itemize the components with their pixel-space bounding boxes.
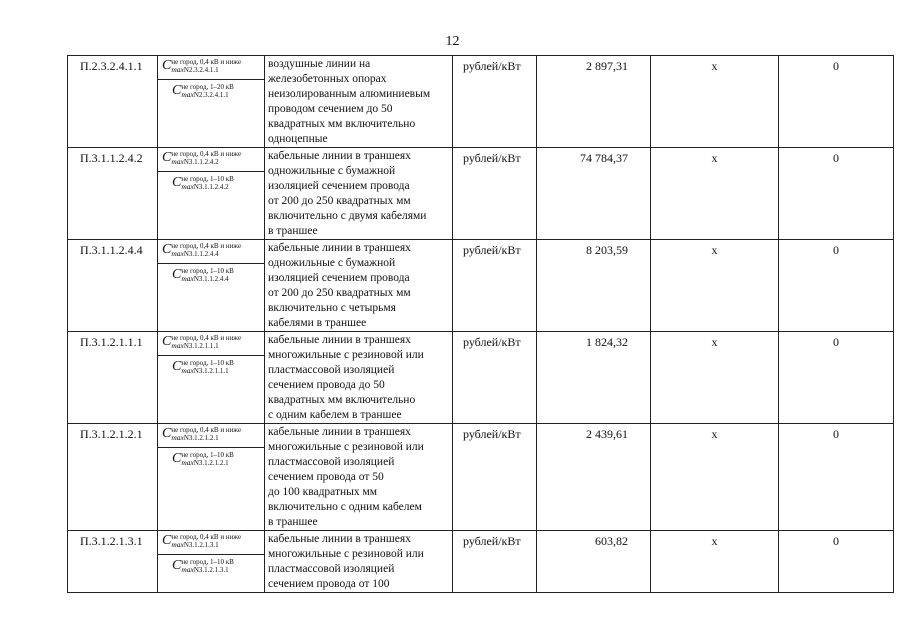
description-line: квадратных мм включительно [268,394,416,406]
row-code: П.3.1.2.1.3.1 [68,531,158,593]
symbol-superscript: не город, 1–10 кВ [181,358,234,367]
symbol-sub-num: N3.1.2.1.1.1 [193,367,229,376]
row-zero: 0 [779,424,894,531]
rate-letter: C [162,150,172,165]
rate-symbol-cell [158,531,265,593]
rate-symbol-low-voltage [158,148,264,171]
row-unit: рублей/кВт [453,240,537,332]
row-zero: 0 [779,531,894,593]
rate-letter: C [172,82,182,98]
description-line: включительно с одним кабелем [268,501,422,513]
rate-symbol-low-voltage [158,531,264,554]
row-unit: рублей/кВт [453,332,537,424]
description-line: кабельные линии в траншеях [268,426,411,438]
row-unit: рублей/кВт [453,148,537,240]
symbol-sub-var: max [171,249,184,259]
row-value: 2 439,61 [537,424,651,531]
symbol-sub-var: max [181,274,194,284]
symbol-sub-num: N3.1.1.2.4.2 [193,183,229,192]
row-description [265,531,453,593]
symbol-sub-num: N3.1.1.2.4.4 [183,250,219,259]
rate-letter: C [172,358,182,374]
row-zero: 0 [779,56,894,148]
description-line: многожильные с резиновой или [268,349,424,361]
description-line: многожильные с резиновой или [268,548,424,560]
row-zero: 0 [779,148,894,240]
symbol-sub-num: N3.1.2.1.3.1 [193,566,229,575]
row-code: П.3.1.2.1.2.1 [68,424,158,531]
rate-letter: C [172,557,182,573]
rate-symbol-cell [158,56,265,148]
rate-symbol-mid-voltage [158,355,264,380]
description-line: включительно с четырьмя [268,302,396,314]
rate-symbol-low-voltage [158,332,264,355]
symbol-sub-var: max [171,65,184,75]
symbol-superscript: не город, 1–10 кВ [181,557,234,566]
rate-symbol-low-voltage [158,424,264,447]
rate-symbol-cell [158,332,265,424]
symbol-sub-var: max [181,458,194,468]
description-line: до 100 квадратных мм [268,486,378,498]
rate-symbol-low-voltage [158,56,264,79]
rate-symbol-mid-voltage [158,554,264,579]
symbol-superscript: не город, 1–10 кВ [181,266,234,275]
row-unit: рублей/кВт [453,531,537,593]
description-line: от 200 до 250 квадратных мм [268,195,411,207]
row-zero: 0 [779,240,894,332]
table-row [68,424,894,531]
rate-symbol-cell [158,240,265,332]
description-line: с одним кабелем в траншее [268,409,402,421]
symbol-sub-num: N3.1.2.1.3.1 [183,541,219,550]
symbol-sub-var: max [171,540,184,550]
row-code: П.2.3.2.4.1.1 [68,56,158,148]
tariff-table [67,55,894,593]
row-x-mark: х [651,424,779,531]
row-description [265,240,453,332]
row-code: П.3.1.1.2.4.4 [68,240,158,332]
table-row [68,148,894,240]
symbol-superscript: не город, 0,4 кВ и ниже [171,334,242,342]
description-line: включительно с двумя кабелями [268,210,427,222]
description-line: пластмассовой изоляцией [268,456,395,468]
description-line: одноцепные [268,133,328,145]
rate-symbol-cell [158,148,265,240]
rate-letter: C [162,334,172,349]
description-line: неизолированным алюминиевым [268,88,431,100]
description-line: кабельные линии в траншеях [268,242,411,254]
symbol-superscript: не город, 0,4 кВ и ниже [171,58,242,66]
symbol-sub-num: N3.1.2.1.1.1 [183,342,219,351]
description-line: пластмассовой изоляцией [268,563,395,575]
description-line: одножильные с бумажной [268,165,396,177]
row-x-mark: х [651,240,779,332]
row-code: П.3.1.1.2.4.2 [68,148,158,240]
description-line: пластмассовой изоляцией [268,364,395,376]
row-x-mark: х [651,56,779,148]
description-line: одножильные с бумажной [268,257,396,269]
description-line: изоляцией сечением провода [268,272,410,284]
rate-letter: C [162,533,172,548]
description-line: железобетонных опорах [268,73,387,85]
description-line: сечением провода до 50 [268,379,385,391]
row-value: 74 784,37 [537,148,651,240]
rate-letter: C [162,242,172,257]
rate-letter: C [162,426,172,441]
description-line: кабельные линии в траншеях [268,150,411,162]
symbol-sub-var: max [171,433,184,443]
symbol-superscript: не город, 0,4 кВ и ниже [171,242,242,250]
symbol-sub-num: N3.1.2.1.2.1 [183,434,219,443]
description-line: квадратных мм включительно [268,118,416,130]
description-line: изоляцией сечением провода [268,180,410,192]
row-description [265,56,453,148]
table-row [68,531,894,593]
symbol-superscript: не город, 1–20 кВ [181,82,234,91]
symbol-superscript: не город, 0,4 кВ и ниже [171,426,242,434]
table-row [68,332,894,424]
description-line: многожильные с резиновой или [268,441,424,453]
row-value: 603,82 [537,531,651,593]
description-line: проводом сечением до 50 [268,103,393,115]
table-row [68,56,894,148]
symbol-sub-num: N2.3.2.4.1.1 [193,91,229,100]
symbol-sub-var: max [181,565,194,575]
description-line: кабельные линии в траншеях [268,533,411,545]
symbol-sub-num: N3.1.1.2.4.2 [183,158,219,167]
rate-letter: C [172,174,182,190]
row-description [265,332,453,424]
symbol-superscript: не город, 0,4 кВ и ниже [171,533,242,541]
description-line: воздушные линии на [268,58,371,70]
symbol-sub-var: max [171,157,184,167]
page-number: 12 [445,34,460,49]
row-description [265,424,453,531]
description-line: сечением провода от 50 [268,471,384,483]
rate-symbol-cell [158,424,265,531]
symbol-sub-num: N3.1.1.2.4.4 [193,275,229,284]
rate-letter: C [172,266,182,282]
row-x-mark: х [651,332,779,424]
symbol-sub-var: max [181,182,194,192]
rate-symbol-mid-voltage [158,79,264,104]
symbol-superscript: не город, 1–10 кВ [181,174,234,183]
row-zero: 0 [779,332,894,424]
symbol-superscript: не город, 0,4 кВ и ниже [171,150,242,158]
rate-symbol-mid-voltage [158,171,264,196]
row-description [265,148,453,240]
row-x-mark: х [651,531,779,593]
description-line: от 200 до 250 квадратных мм [268,287,411,299]
row-unit: рублей/кВт [453,56,537,148]
row-x-mark: х [651,148,779,240]
table-row [68,240,894,332]
symbol-superscript: не город, 1–10 кВ [181,450,234,459]
symbol-sub-num: N2.3.2.4.1.1 [183,66,219,75]
description-line: сечением провода от 100 [268,578,390,590]
rate-symbol-low-voltage [158,240,264,263]
description-line: в траншее [268,516,318,528]
symbol-sub-var: max [181,90,194,100]
rate-letter: C [162,58,172,73]
description-line: кабелями в траншее [268,317,367,329]
row-code: П.3.1.2.1.1.1 [68,332,158,424]
rate-letter: C [172,450,182,466]
row-unit: рублей/кВт [453,424,537,531]
rate-symbol-mid-voltage [158,447,264,472]
row-value: 8 203,59 [537,240,651,332]
symbol-sub-var: max [181,366,194,376]
rate-symbol-mid-voltage [158,263,264,288]
description-line: кабельные линии в траншеях [268,334,411,346]
row-value: 2 897,31 [537,56,651,148]
symbol-sub-var: max [171,341,184,351]
description-line: в траншее [268,225,318,237]
row-value: 1 824,32 [537,332,651,424]
symbol-sub-num: N3.1.2.1.2.1 [193,459,229,468]
